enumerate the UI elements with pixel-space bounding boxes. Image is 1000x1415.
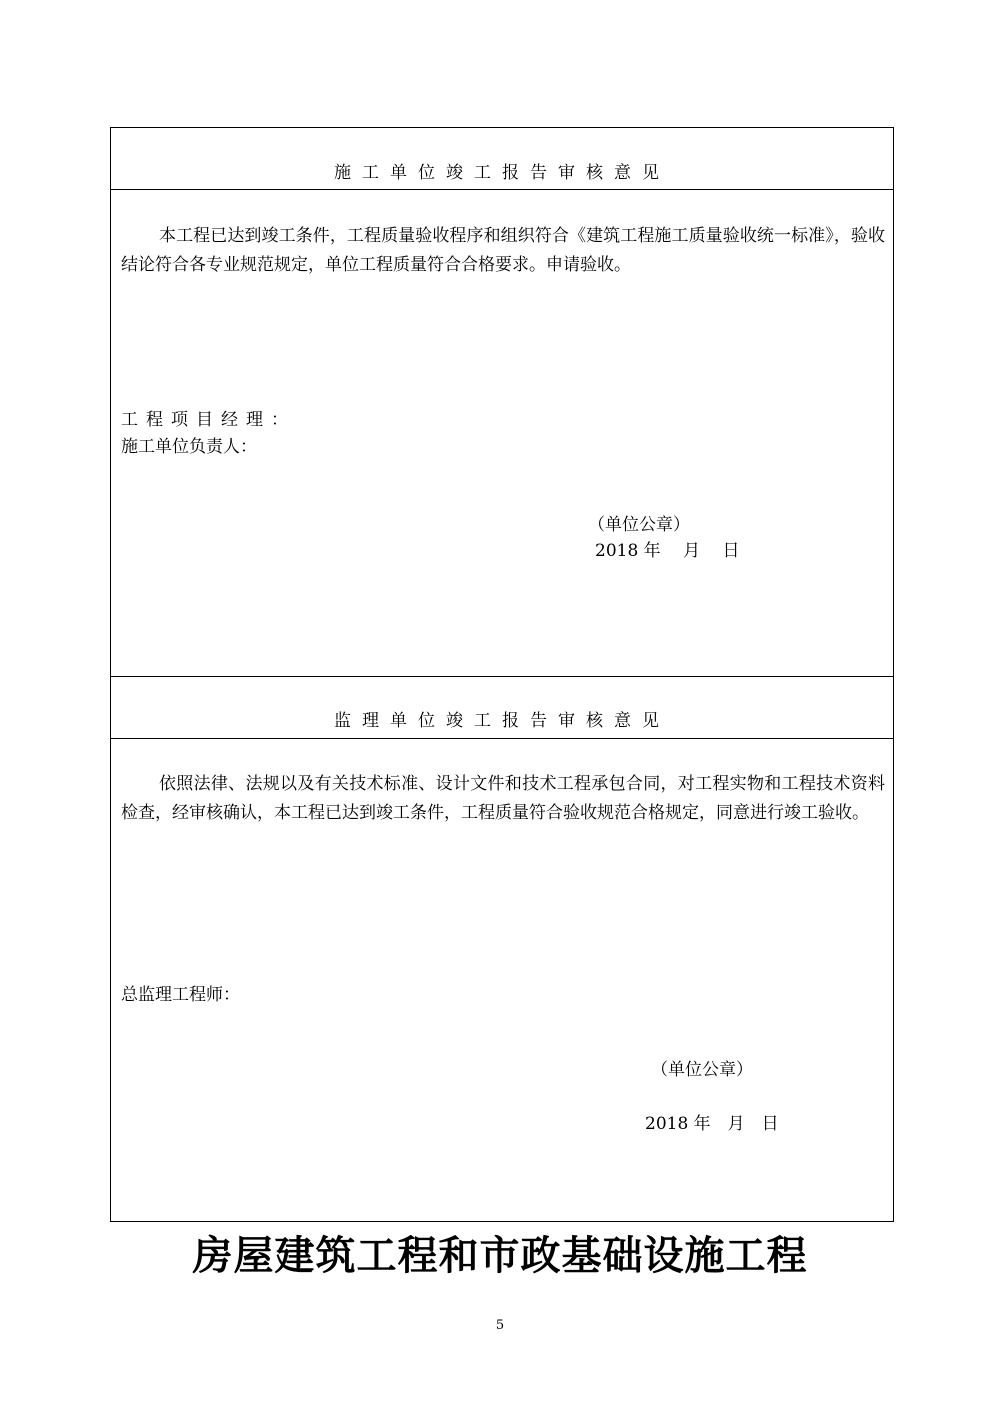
construction-review-title: 施工单位竣工报告审核意见 (334, 163, 670, 183)
document-title: 房屋建筑工程和市政基础设施工程 (192, 1233, 808, 1279)
supervision-date: 2018 年 月 日 (645, 1114, 779, 1134)
construction-date: 2018 年 月 日 (595, 541, 740, 561)
project-manager-label: 工程项目经理： (121, 410, 296, 430)
divider (111, 738, 893, 739)
supervision-review-body: 依照法律、法规以及有关技术标准、设计文件和技术工程承包合同，对工程实物和工程技术资料检查，经审核确认，本工程已达到竣工条件，工程质量符合验收规范合格规定，同意进行竣工验收。 (121, 774, 885, 823)
review-form-table (110, 127, 894, 1222)
supervision-seal-label: （单位公章） (651, 1060, 753, 1080)
divider (111, 189, 893, 190)
supervision-review-title: 监理单位竣工报告审核意见 (334, 711, 670, 731)
construction-seal-label: （单位公章） (588, 515, 690, 535)
unit-leader-label: 施工单位负责人： (121, 437, 257, 457)
page-number: 5 (495, 1318, 505, 1333)
section-divider (111, 676, 893, 677)
chief-engineer-label: 总监理工程师： (121, 985, 240, 1005)
construction-review-body: 本工程已达到竣工条件，工程质量验收程序和组织符合《建筑工程施工质量验收统一标准》，验收结论符合各专业规范规定，单位工程质量符合合格要求。申请验收。 (121, 226, 885, 275)
